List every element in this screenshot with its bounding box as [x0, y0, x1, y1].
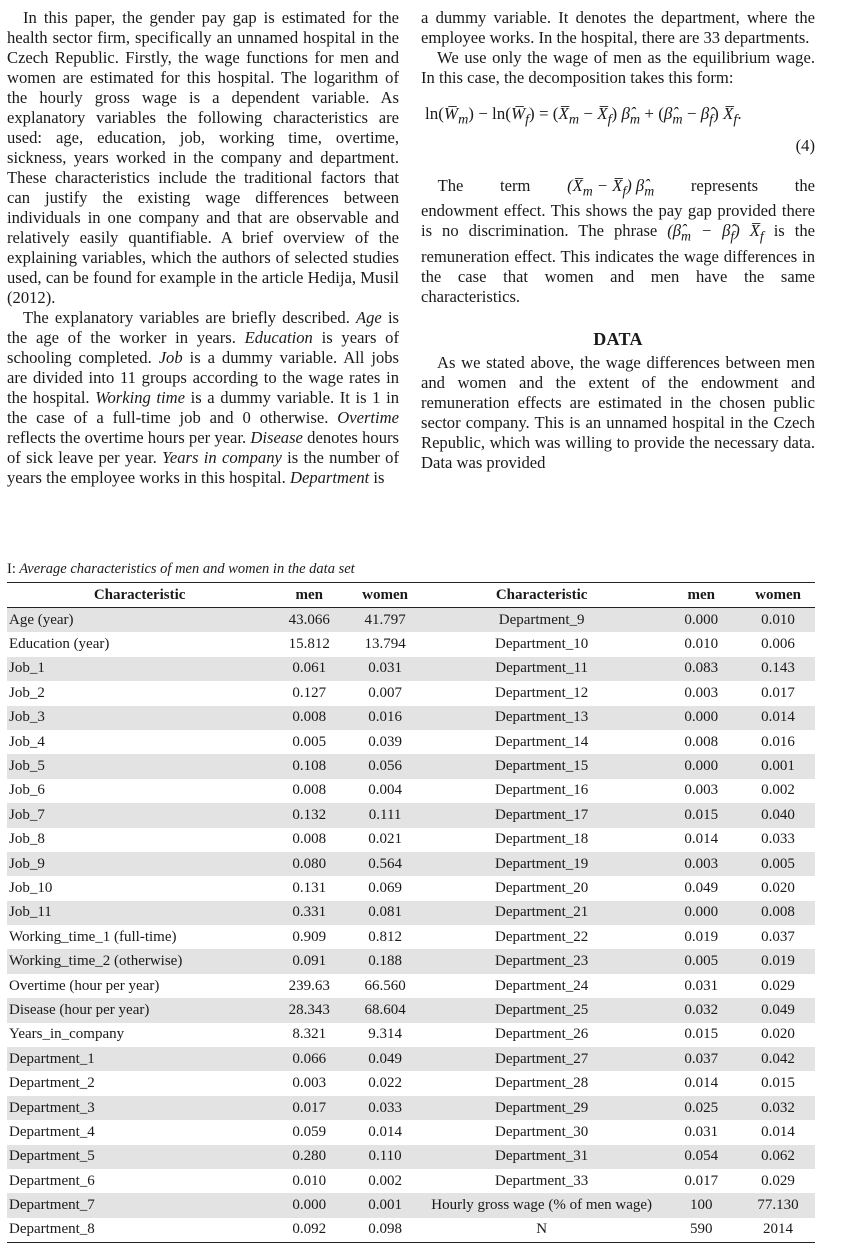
cell-women-left: 0.021 [368, 831, 402, 848]
cell-characteristic-left: Job_5 [7, 754, 270, 778]
equation-formula: $\ln(W̅_m)$ − $\ln(W̅_f)$ = ($X̅_m$ − $X̅_f$) $\betâ_m$ + ($\betâ_m$ − $\betâ_f$) $X̅_f$. [425, 104, 742, 128]
table-row [7, 730, 815, 754]
cell-women-left: 0.049 [348, 1047, 422, 1071]
cell-characteristic-right: Department_25 [422, 998, 661, 1022]
cell-characteristic-left: Job_7 [7, 803, 270, 827]
cell-men-right: 0.025 [661, 1096, 741, 1120]
cell-characteristic-left: Job_11 [7, 901, 270, 925]
cell-women-left: 0.033 [348, 1096, 422, 1120]
cell-characteristic-right: Department_29 [422, 1096, 661, 1120]
cell-men-left: 0.061 [270, 657, 348, 681]
cell-women-right: 0.029 [761, 1172, 795, 1189]
cell-women-left: 0.188 [348, 949, 422, 973]
cell-characteristic-right: Department_10 [495, 636, 589, 653]
right-text-column [421, 8, 815, 473]
cell-characteristic-right: Department_31 [422, 1145, 661, 1169]
cell-characteristic-right: Department_11 [422, 657, 661, 681]
cell-characteristic-right: Department_27 [422, 1047, 661, 1071]
cell-men-right: 0.015 [684, 1026, 719, 1043]
cell-characteristic-right: Department_21 [422, 901, 661, 925]
table-row [7, 998, 815, 1022]
table-row [7, 608, 815, 633]
left-text-column [7, 8, 399, 488]
cell-women-left: 0.007 [368, 684, 402, 701]
cell-women-right: 0.001 [741, 754, 815, 778]
paragraph-endowment: The term ($X̅_m$ − $X̅_f$) $\betâ_m$ represents the endowment effect. This shows the pay gap provided there is no discrimination. The phrase ($\betâ_m$ − $\betâ_f$) $X̅_f$ is the remuneration effect. This indicates the wage differences in the case that women and men have the same characteristics. [421, 176, 815, 306]
cell-men-left: 0.059 [292, 1123, 327, 1140]
cell-characteristic-right: Hourly gross wage (% of men wage) [422, 1193, 661, 1217]
cell-men-right: 0.032 [661, 998, 741, 1022]
cell-men-left: 0.080 [270, 852, 348, 876]
cell-men-right: 0.010 [684, 636, 719, 653]
cell-women-left: 9.314 [368, 1026, 402, 1043]
cell-men-right: 590 [661, 1218, 741, 1243]
cell-characteristic-left: Department_2 [9, 1075, 95, 1092]
cell-women-left: 0.022 [368, 1075, 402, 1092]
cell-men-left: 28.343 [270, 998, 348, 1022]
cell-characteristic-left: Working_time_2 (otherwise) [7, 949, 270, 973]
cell-women-left: 0.039 [368, 733, 402, 750]
cell-women-right: 0.029 [761, 977, 795, 994]
cell-characteristic-right: Department_22 [495, 928, 589, 945]
cell-women-right: 0.008 [741, 901, 815, 925]
cell-women-left: 0.812 [368, 928, 402, 945]
cell-women-right: 0.014 [741, 706, 815, 730]
term-remuneration-formula: ($\betâ_m$ − $\betâ_f$) $X̅_f$ [667, 221, 764, 244]
cell-women-left: 0.002 [368, 1172, 402, 1189]
cell-women-right: 0.020 [761, 879, 795, 896]
cell-characteristic-left: Job_9 [7, 852, 270, 876]
cell-men-right: 0.031 [684, 977, 719, 994]
cell-characteristic-left: Education (year) [9, 636, 110, 653]
cell-women-left: 13.794 [364, 636, 406, 653]
cell-characteristic-right: Department_19 [422, 852, 661, 876]
paragraph-department-cont: a dummy variable. It denotes the department, where the employee works. In the hospital, there are 33 departments. [421, 8, 815, 47]
cell-men-left: 0.008 [292, 831, 327, 848]
cell-characteristic-left: Job_6 [9, 782, 45, 799]
table-row [7, 974, 815, 998]
cell-men-right: 0.054 [661, 1145, 741, 1169]
table-row [7, 925, 815, 949]
cell-characteristic-left: Department_1 [7, 1047, 270, 1071]
cell-men-left: 0.066 [270, 1047, 348, 1071]
cell-women-left: 0.098 [348, 1218, 422, 1243]
cell-characteristic-left: Job_4 [9, 733, 45, 750]
cell-men-left: 0.131 [292, 879, 327, 896]
cell-men-left: 0.010 [292, 1172, 327, 1189]
header-men-right: men [661, 583, 741, 608]
paragraph-intro: In this paper, the gender pay gap is estimated for the health sector firm, specifically an unnamed hospital in the Czech Republic. Firstly, the wage functions for men and women are estimated for this hospital. The logarithm of the hourly gross wage is a dependent variable. As explanatory variables the following characteristics are used: age, education, job, working time, overtime, sickness, years worked in the company and department. These characteristics include the traditional factors that can justify the existing wage differences between individuals in one company and that are observable and relatively easily quantifiable. A brief overview of the explaining variables, which the authors of selected studies used, can be found for example in the article Hedija, Musil (2012). [7, 8, 399, 307]
cell-characteristic-right: Department_28 [495, 1075, 589, 1092]
cell-characteristic-right: Department_12 [495, 684, 589, 701]
table-row [7, 1047, 815, 1071]
cell-men-right: 0.003 [684, 684, 719, 701]
cell-characteristic-left: Department_7 [7, 1193, 270, 1217]
cell-women-right: 0.002 [761, 782, 795, 799]
cell-men-left: 0.108 [270, 754, 348, 778]
cell-men-right: 0.014 [684, 1075, 719, 1092]
cell-men-left: 0.092 [270, 1218, 348, 1243]
table-row [7, 901, 815, 925]
cell-men-left: 0.005 [292, 733, 327, 750]
cell-women-left: 41.797 [348, 608, 422, 633]
table-row [7, 803, 815, 827]
cell-characteristic-right: Department_30 [495, 1123, 589, 1140]
cell-characteristic-left: Working_time_1 (full-time) [9, 928, 177, 945]
cell-men-right: 0.000 [661, 901, 741, 925]
cell-women-left: 0.001 [348, 1193, 422, 1217]
cell-women-left: 0.056 [348, 754, 422, 778]
cell-men-right: 0.000 [661, 608, 741, 633]
cell-characteristic-right: Department_23 [422, 949, 661, 973]
cell-women-right: 0.033 [761, 831, 795, 848]
cell-men-left: 0.003 [292, 1075, 327, 1092]
table-row [7, 876, 815, 900]
cell-characteristic-left: Overtime (hour per year) [9, 977, 160, 994]
cell-characteristic-right: N [422, 1218, 661, 1243]
cell-characteristic-left: Department_4 [9, 1123, 95, 1140]
cell-women-right: 77.130 [741, 1193, 815, 1217]
header-characteristic-left: Characteristic [7, 583, 270, 608]
cell-men-right: 0.017 [684, 1172, 719, 1189]
cell-women-left: 0.081 [348, 901, 422, 925]
header-women-right: women [741, 583, 815, 608]
table-row [7, 828, 815, 852]
cell-men-left: 8.321 [292, 1026, 327, 1043]
cell-characteristic-left: Job_10 [9, 879, 53, 896]
cell-characteristic-right: Department_20 [495, 879, 589, 896]
cell-men-right: 0.049 [684, 879, 719, 896]
cell-characteristic-left: Department_3 [7, 1096, 270, 1120]
cell-characteristic-left: Job_2 [9, 684, 45, 701]
cell-women-left: 0.014 [368, 1123, 402, 1140]
table-row [7, 1169, 815, 1193]
table-row [7, 681, 815, 705]
table-row [7, 1023, 815, 1047]
cell-men-right: 0.031 [684, 1123, 719, 1140]
table-row [7, 706, 815, 730]
paragraph-equilibrium: We use only the wage of men as the equilibrium wage. In this case, the decomposition takes this form: [421, 48, 815, 87]
cell-women-right: 0.006 [761, 636, 795, 653]
cell-men-left: 239.63 [288, 977, 330, 994]
table-row [7, 779, 815, 803]
cell-men-right: 0.003 [684, 782, 719, 799]
cell-men-left: 0.000 [270, 1193, 348, 1217]
table-row [7, 1120, 815, 1144]
cell-women-left: 68.604 [348, 998, 422, 1022]
cell-men-left: 0.017 [270, 1096, 348, 1120]
cell-men-left: 0.280 [270, 1145, 348, 1169]
table-row [7, 657, 815, 681]
cell-women-right: 0.040 [741, 803, 815, 827]
cell-women-right: 0.032 [741, 1096, 815, 1120]
cell-men-right: 0.003 [661, 852, 741, 876]
cell-women-left: 0.031 [348, 657, 422, 681]
table-row [7, 1071, 815, 1095]
table-row [7, 1096, 815, 1120]
cell-women-right: 2014 [741, 1218, 815, 1243]
cell-characteristic-left: Disease (hour per year) [7, 998, 270, 1022]
cell-men-left: 43.066 [270, 608, 348, 633]
cell-characteristic-right: Department_24 [495, 977, 589, 994]
cell-women-right: 0.019 [741, 949, 815, 973]
decomposition-equation [421, 94, 815, 136]
cell-characteristic-right: Department_16 [495, 782, 589, 799]
cell-women-left: 0.016 [348, 706, 422, 730]
table-row [7, 754, 815, 778]
cell-women-right: 0.015 [761, 1075, 795, 1092]
cell-women-left: 66.560 [364, 977, 406, 994]
table-row [7, 632, 815, 656]
cell-men-left: 0.127 [292, 684, 327, 701]
section-heading-data: DATA [593, 328, 643, 349]
term-endowment-formula: ($X̅_m$ − $X̅_f$) $\betâ_m$ [567, 176, 655, 199]
cell-characteristic-left: Job_3 [7, 706, 270, 730]
cell-women-right: 0.020 [761, 1026, 795, 1043]
cell-characteristic-right: Department_18 [495, 831, 589, 848]
cell-men-right: 0.037 [661, 1047, 741, 1071]
cell-characteristic-left: Job_8 [9, 831, 45, 848]
cell-women-right: 0.042 [741, 1047, 815, 1071]
cell-women-left: 0.111 [348, 803, 422, 827]
paragraph-data: As we stated above, the wage differences between men and women and the extent of the endowment and remuneration effects are estimated in the chosen public sector company. This is an unnamed hospital in the Czech Republic, which was willing to provide the necessary data. Data was provided [421, 352, 815, 472]
table-row [7, 1145, 815, 1169]
table-row [7, 949, 815, 973]
paragraph-variables: The explanatory variables are briefly described. Age is the age of the worker in years. Education is years of schooling completed. Job is a dummy variable. All jobs are divided into 11 groups according to the wage rates in the hospital. Working time is a dummy variable. It is 1 in the case of a full-time job and 0 otherwise. Overtime reflects the overtime hours per year. Disease denotes hours of sick leave per year. Years in company is the number of years the employee works in this hospital. Department is [7, 308, 400, 487]
cell-women-left: 0.564 [348, 852, 422, 876]
table-caption: I: Average characteristics of men and women in the data set [7, 561, 355, 577]
cell-men-left: 0.008 [270, 706, 348, 730]
cell-characteristic-left: Age (year) [7, 608, 270, 633]
equation-number: (4) [795, 136, 815, 155]
cell-men-right: 0.008 [684, 733, 719, 750]
table-header-row [7, 583, 815, 608]
cell-men-right: 0.005 [661, 949, 741, 973]
cell-characteristic-left: Department_8 [7, 1218, 270, 1243]
table-row [7, 1218, 815, 1243]
cell-women-right: 0.143 [741, 657, 815, 681]
cell-men-left: 0.331 [270, 901, 348, 925]
cell-men-right: 0.000 [661, 706, 741, 730]
cell-characteristic-left: Department_6 [9, 1172, 95, 1189]
header-women-left: women [348, 583, 422, 608]
cell-men-right: 100 [661, 1193, 741, 1217]
cell-characteristic-left: Department_5 [7, 1145, 270, 1169]
cell-women-left: 0.069 [368, 879, 402, 896]
cell-women-left: 0.110 [348, 1145, 422, 1169]
cell-men-left: 15.812 [288, 636, 330, 653]
cell-men-left: 0.091 [270, 949, 348, 973]
cell-men-right: 0.083 [661, 657, 741, 681]
cell-women-right: 0.005 [741, 852, 815, 876]
cell-men-right: 0.000 [661, 754, 741, 778]
cell-men-right: 0.015 [661, 803, 741, 827]
cell-characteristic-right: Department_14 [495, 733, 589, 750]
cell-men-right: 0.014 [684, 831, 719, 848]
cell-women-right: 0.062 [741, 1145, 815, 1169]
cell-women-right: 0.010 [741, 608, 815, 633]
cell-women-right: 0.016 [761, 733, 795, 750]
cell-women-right: 0.017 [761, 684, 795, 701]
cell-characteristic-right: Department_9 [422, 608, 661, 633]
cell-women-right: 0.049 [741, 998, 815, 1022]
cell-characteristic-right: Department_15 [422, 754, 661, 778]
cell-characteristic-left: Years_in_company [9, 1026, 125, 1043]
cell-characteristic-left: Job_1 [7, 657, 270, 681]
cell-women-left: 0.004 [368, 782, 402, 799]
table-row [7, 1193, 815, 1217]
characteristics-table [7, 582, 815, 1243]
cell-women-right: 0.037 [761, 928, 795, 945]
header-characteristic-right: Characteristic [422, 583, 661, 608]
cell-men-left: 0.132 [270, 803, 348, 827]
cell-women-right: 0.014 [761, 1123, 795, 1140]
cell-characteristic-right: Department_33 [495, 1172, 589, 1189]
cell-characteristic-right: Department_17 [422, 803, 661, 827]
cell-characteristic-right: Department_26 [495, 1026, 589, 1043]
cell-men-left: 0.909 [292, 928, 327, 945]
cell-men-right: 0.019 [684, 928, 719, 945]
cell-characteristic-right: Department_13 [422, 706, 661, 730]
cell-men-left: 0.008 [292, 782, 327, 799]
header-men-left: men [270, 583, 348, 608]
table-row [7, 852, 815, 876]
